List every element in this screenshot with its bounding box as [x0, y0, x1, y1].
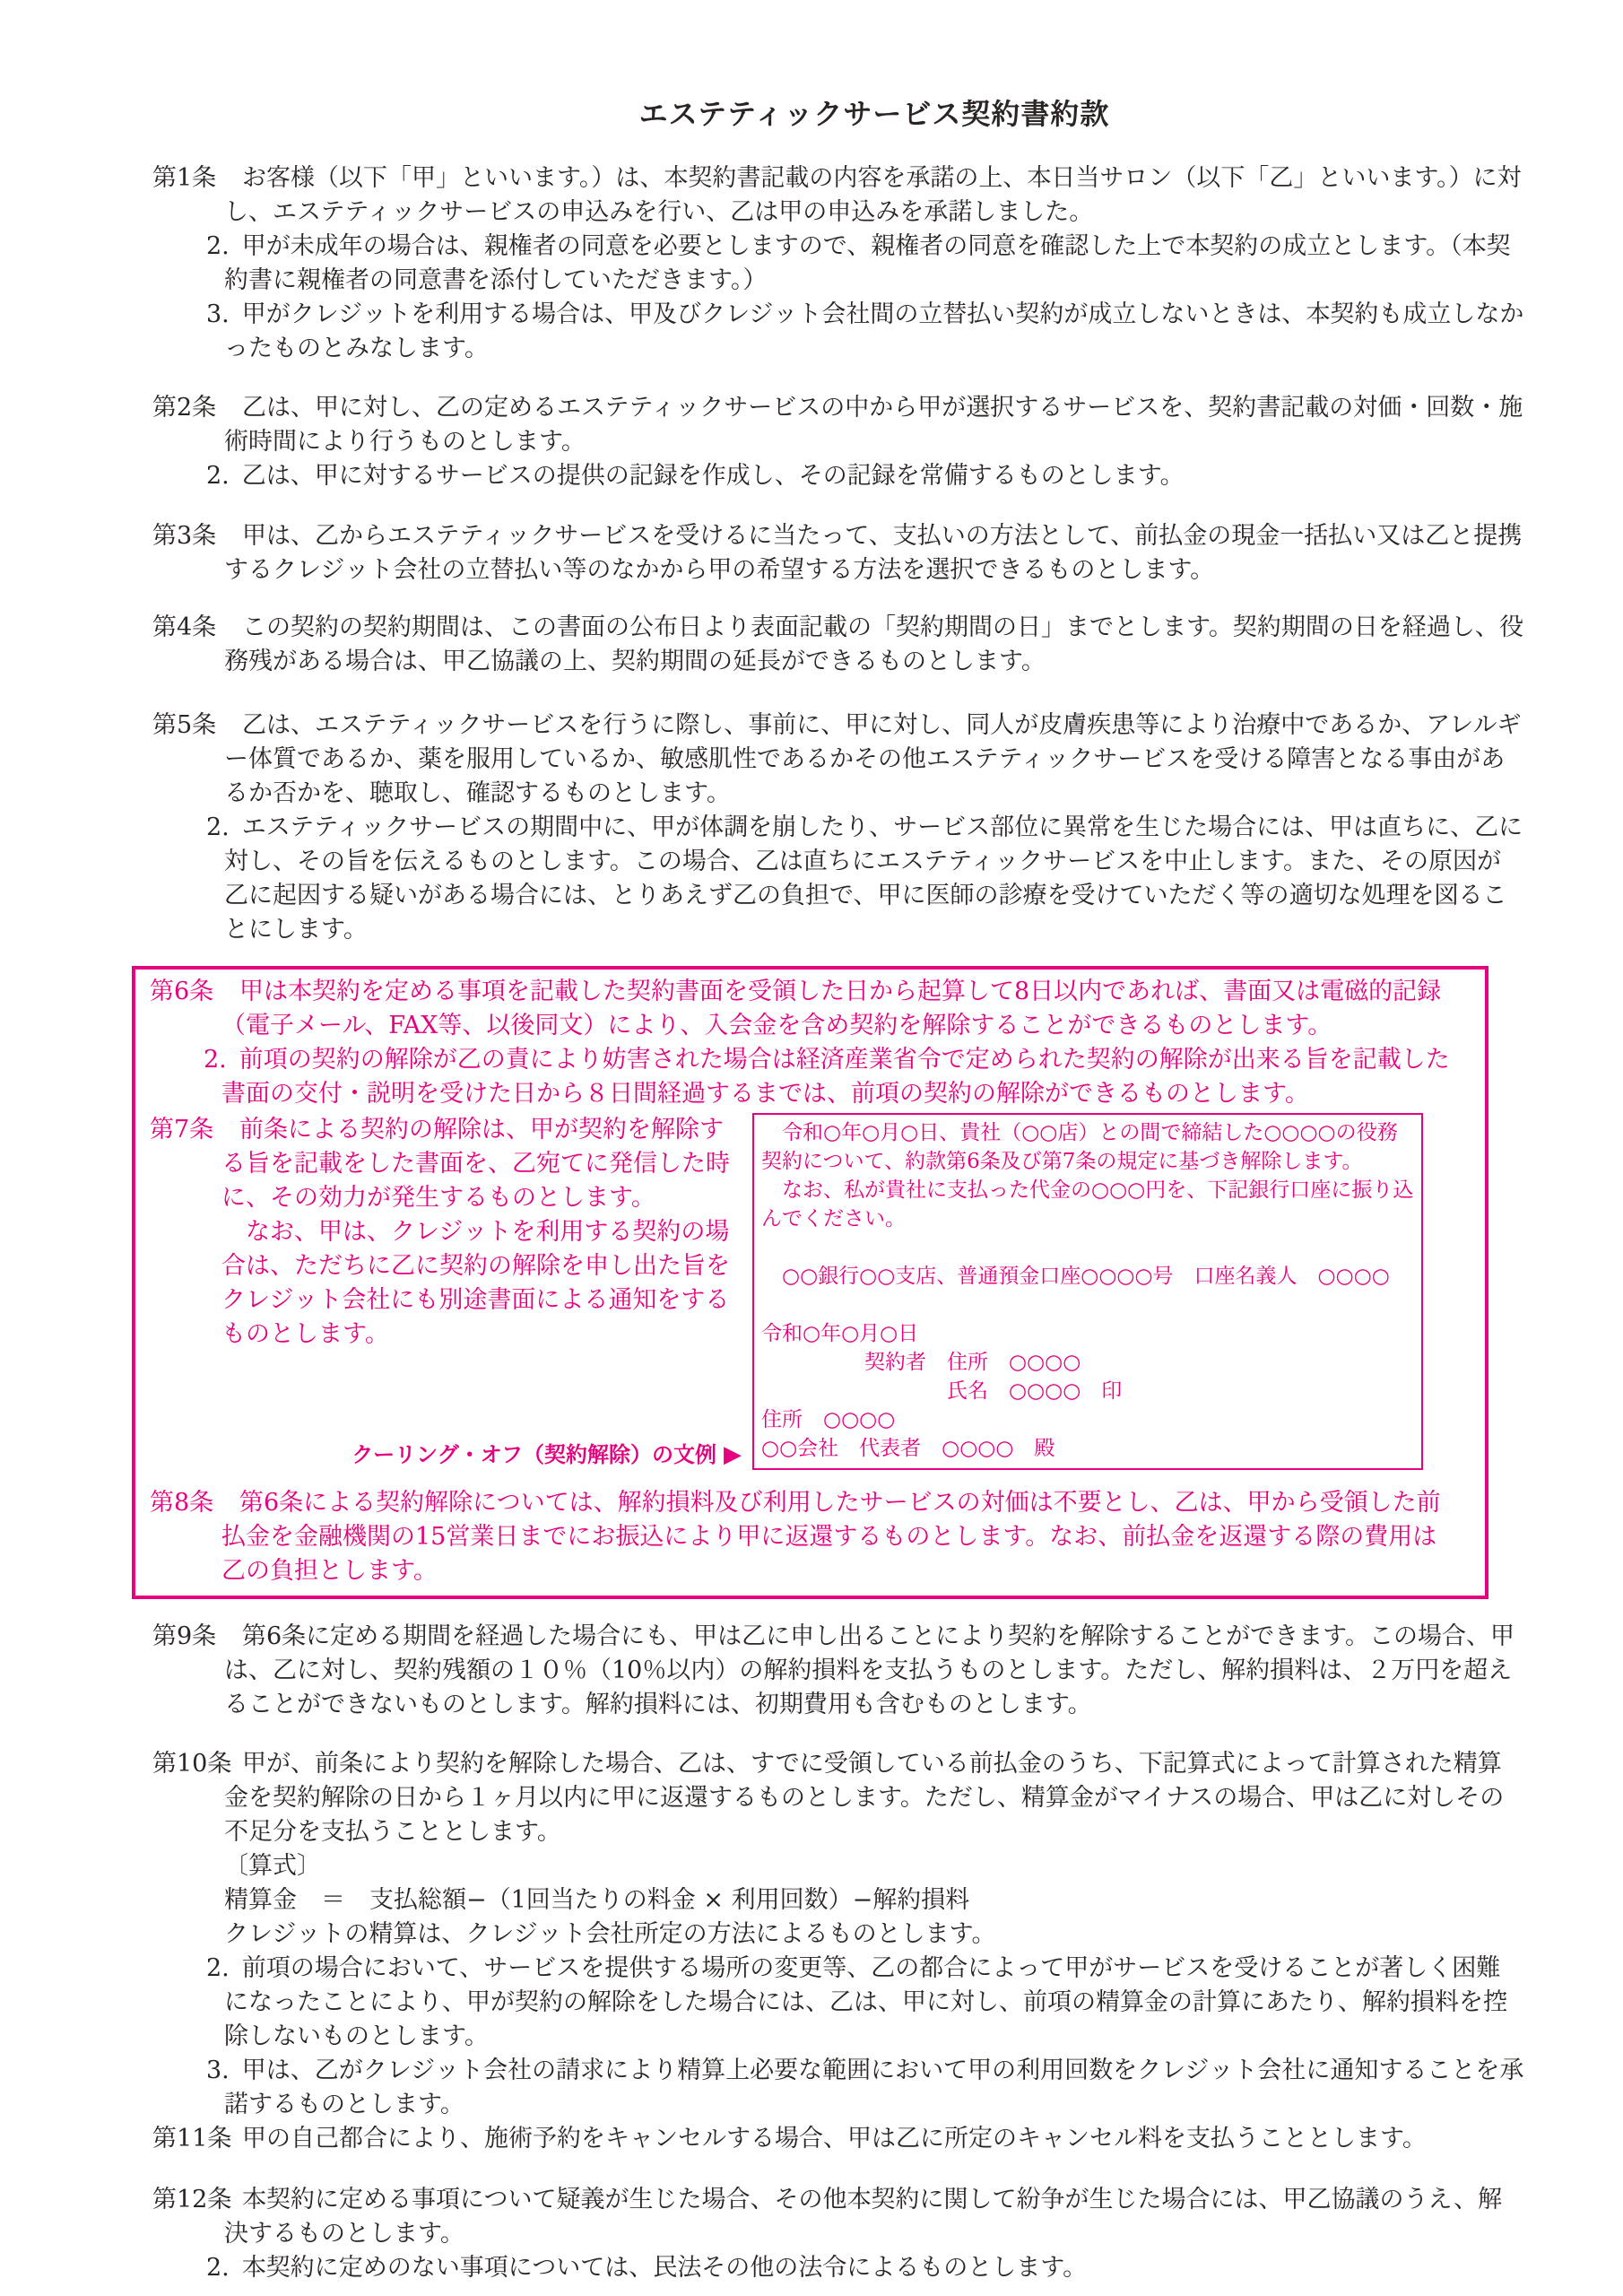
item-number: 3. [206, 2057, 230, 2084]
example-letter-line: 契約者 住所 ○○○○ [761, 1351, 1081, 1374]
example-letter-line: なお、私が貴社に支払った代金の○○○円を、下記銀行口座に振り込んでください。 [761, 1178, 1414, 1231]
article-11-number: 第11条 [152, 2125, 232, 2152]
article-9-number: 第9条 [152, 1622, 217, 1650]
example-letter-line: 令和○年○月○日 [761, 1322, 919, 1345]
article-5-number: 第5条 [152, 711, 217, 739]
example-letter-line: 住所 ○○○○ [761, 1408, 896, 1431]
article-11-paragraph-1: 甲の自己都合により、施術予約をキャンセルする場合、甲は乙に所定のキャンセル料を支払うこととします。 [242, 2125, 1427, 2152]
article-8 [150, 1486, 1458, 1588]
article-2-paragraph-1: 乙は、甲に対し、乙の定めるエステティックサービスの中から甲が選択するサービスを、契約書記載の対価・回数・施術時間により行うものとします。 [224, 394, 1523, 456]
article-10-formula-heading: 〔算式〕 [224, 1852, 321, 1880]
article-5-paragraph-2 [206, 811, 1524, 947]
article-8-paragraph-1: 第6条による契約解除については、解約損料及び利用したサービスの対価は不要とし、乙は、甲から受領した前払金を金融機関の15営業日までにお振込により甲に返還するものとします。なお、前払金を返還する際の費用は乙の負担とします。 [221, 1489, 1441, 1585]
example-letter-line: 令和○年○月○日、貴社（○○店）との間で締結した○○○○の役務契約について、約款第6条及び第7条の規定に基づき解除します。 [761, 1121, 1398, 1173]
right-triangle-icon: ▶ [724, 1441, 742, 1468]
article-1-paragraph-1: お客様（以下「甲」といいます。）は、本契約書記載の内容を承諾の上、本日当サロン（以下「乙」といいます。）に対し、エステティックサービスの申込みを行い、乙は甲の申込みを承諾しました。 [224, 164, 1522, 226]
article-5-paragraph-1: 乙は、エステティックサービスを行うに際し、事前に、甲に対し、同人が皮膚疾患等により治療中であるか、アレルギー体質であるか、薬を服用しているか、敏感肌性であるかその他エステティックサービスを受ける障害となる事由があるか否かを、聴取し、確認するものとします。 [224, 711, 1522, 807]
item-text: 前項の場合において、サービスを提供する場所の変更等、乙の都合によって甲がサービスを受けることが著しく困難になったことにより、甲が契約の解除をした場合には、乙は、甲に対し、前項の精算金の計算にあたり、解約損料を控除しないものとします。 [224, 1954, 1507, 2050]
item-text: 甲がクレジットを利用する場合は、甲及びクレジット会社間の立替払い契約が成立しないときは、本契約も成立しなかったものとみなします。 [224, 300, 1524, 362]
item-number: 3. [206, 300, 230, 328]
article-7 [150, 1113, 742, 1352]
article-12 [152, 2183, 1524, 2285]
article-3-number: 第3条 [152, 522, 217, 550]
example-letter-line: 氏名 ○○○○ 印 [761, 1379, 1123, 1403]
item-text: 甲は、乙がクレジット会社の請求により精算上必要な範囲において甲の利用回数をクレジット会社に通知することを承諾するものとします。 [224, 2057, 1524, 2118]
article-7-column [150, 1113, 742, 1470]
article-1 [152, 161, 1524, 366]
article-12-paragraph-1: 本契約に定める事項について疑義が生じた場合、その他本契約に関して紛争が生じた場合には、甲乙協議のうえ、解決するものとします。 [224, 2186, 1503, 2248]
article-11 [152, 2122, 1524, 2156]
item-number: 2. [206, 813, 230, 841]
article-10-paragraph-2 [206, 1952, 1524, 2054]
article-10-paragraph-3 [206, 2054, 1524, 2122]
article-2-paragraph-2 [206, 459, 1524, 493]
article-3-paragraph-1: 甲は、乙からエステティックサービスを受けるに当たって、支払いの方法として、前払金の現金一括払い又は乙と提携するクレジット会社の立替払い等のなかから甲の希望する方法を選択できるものとします。 [224, 522, 1523, 584]
example-letter-line [761, 1233, 1414, 1262]
article-6-paragraph-2 [204, 1043, 1458, 1111]
cooling-off-caption-text: クーリング・オフ（契約解除）の文例 [352, 1442, 716, 1467]
article-4 [152, 611, 1524, 679]
article-7-number: 第7条 [150, 1116, 214, 1144]
article-1-paragraph-2 [206, 230, 1524, 298]
article-6-paragraph-1: 甲は本契約を定める事項を記載した契約書面を受領した日から起算して8日以内であれば、書面又は電磁的記録（電子メール、FAX等、以後同文）により、入会金を含め契約を解除することができるものとします。 [221, 978, 1442, 1039]
page-title: エステティックサービス契約書約款 [638, 97, 1110, 131]
item-number: 2. [206, 2254, 230, 2282]
example-letter-box [752, 1113, 1423, 1470]
item-text: 本契約に定めのない事項については、民法その他の法令によるものとします。 [241, 2254, 1088, 2282]
article-5 [152, 709, 1524, 947]
item-text: エステティックサービスの期間中に、甲が体調を崩したり、サービス部位に異常を生じた場合には、甲は直ちに、乙に対し、その旨を伝えるものとします。この場合、乙は直ちにエステティックサービスを中止します。また、その原因が乙に起因する疑いがある場合には、とりあえず乙の負担で、甲に医師の診療を受けていただく等の適切な処理を図ることにします。 [224, 813, 1523, 944]
cooling-off-highlight-box [132, 966, 1488, 1599]
item-number: 2. [204, 1046, 227, 1074]
article-10 [152, 1747, 1524, 2122]
item-text: 甲が未成年の場合は、親権者の同意を必要としますので、親権者の同意を確認した上で本契約の成立とします。（本契約書に親権者の同意書を添付していただきます。） [224, 232, 1511, 294]
article-3 [152, 519, 1524, 587]
item-number: 2. [206, 462, 230, 490]
item-number: 2. [206, 232, 230, 260]
article-6-number: 第6条 [150, 978, 214, 1005]
example-letter-line [761, 1291, 1414, 1319]
article-7-and-example-row [150, 1113, 1458, 1470]
article-2 [152, 391, 1524, 493]
article-10-number: 第10条 [152, 1750, 232, 1778]
article-1-number: 第1条 [152, 164, 217, 192]
article-7-paragraph-2: なお、甲は、クレジットを利用する契約の場合は、ただちに乙に契約の解除を申し出た旨をクレジット会社にも別途書面による通知をするものとします。 [221, 1218, 730, 1348]
article-6 [150, 975, 1458, 1111]
article-7-paragraph-1: 前条による契約の解除は、甲が契約を解除する旨を記載をした書面を、乙宛てに発信した時に、その効力が発生するものとします。 [221, 1116, 730, 1212]
article-12-number: 第12条 [152, 2186, 232, 2213]
article-2-number: 第2条 [152, 394, 217, 422]
article-9-paragraph-1: 第6条に定める期間を経過した場合にも、甲は乙に申し出ることにより契約を解除することができます。この場合、甲は、乙に対し、契約残額の１０％（10％以内）の解約損料を支払うものとします。ただし、解約損料は、２万円を超えることができないものとします。解約損料には、初期費用も含むものとします。 [224, 1622, 1515, 1718]
item-number: 2. [206, 1954, 230, 1982]
article-10-paragraph-1: 甲が、前条により契約を解除した場合、乙は、すでに受領している前払金のうち、下記算式によって計算された精算金を契約解除の日から１ヶ月以内に甲に返還するものとします。ただし、精算金がマイナスの場合、甲は乙に対しその不足分を支払うこととします。 [224, 1750, 1505, 1846]
cooling-off-caption [352, 1441, 742, 1468]
article-8-number: 第8条 [150, 1489, 214, 1517]
article-12-paragraph-2 [206, 2251, 1524, 2285]
article-4-number: 第4条 [152, 613, 217, 641]
article-10-credit-note: クレジットの精算は、クレジット会社所定の方法によるものとします。 [224, 1920, 996, 1948]
article-4-paragraph-1: この契約の契約期間は、この書面の公布日より表面記載の「契約期間の日」までとします。契約期間の日を経過し、役務残がある場合は、甲乙協議の上、契約期間の延長ができるものとします。 [224, 613, 1523, 675]
item-text: 前項の契約の解除が乙の責により妨害された場合は経済産業省令で定められた契約の解除が出来る旨を記載した書面の交付・説明を受けた日から８日間経過するまでは、前項の契約の解除ができるものとします。 [221, 1046, 1450, 1108]
article-9 [152, 1620, 1524, 1722]
article-1-paragraph-3 [206, 298, 1524, 366]
example-letter-line: ○○会社 代表者 ○○○○ 殿 [761, 1437, 1055, 1460]
item-text: 乙は、甲に対するサービスの提供の記録を作成し、その記録を常備するものとします。 [241, 462, 1185, 490]
example-letter-line: ○○銀行○○支店、普通預金口座○○○○号 口座名義人 ○○○○ [761, 1265, 1390, 1288]
article-10-formula: 精算金 ＝ 支払総額−（1回当たりの料金 × 利用回数）−解約損料 [224, 1886, 970, 1914]
